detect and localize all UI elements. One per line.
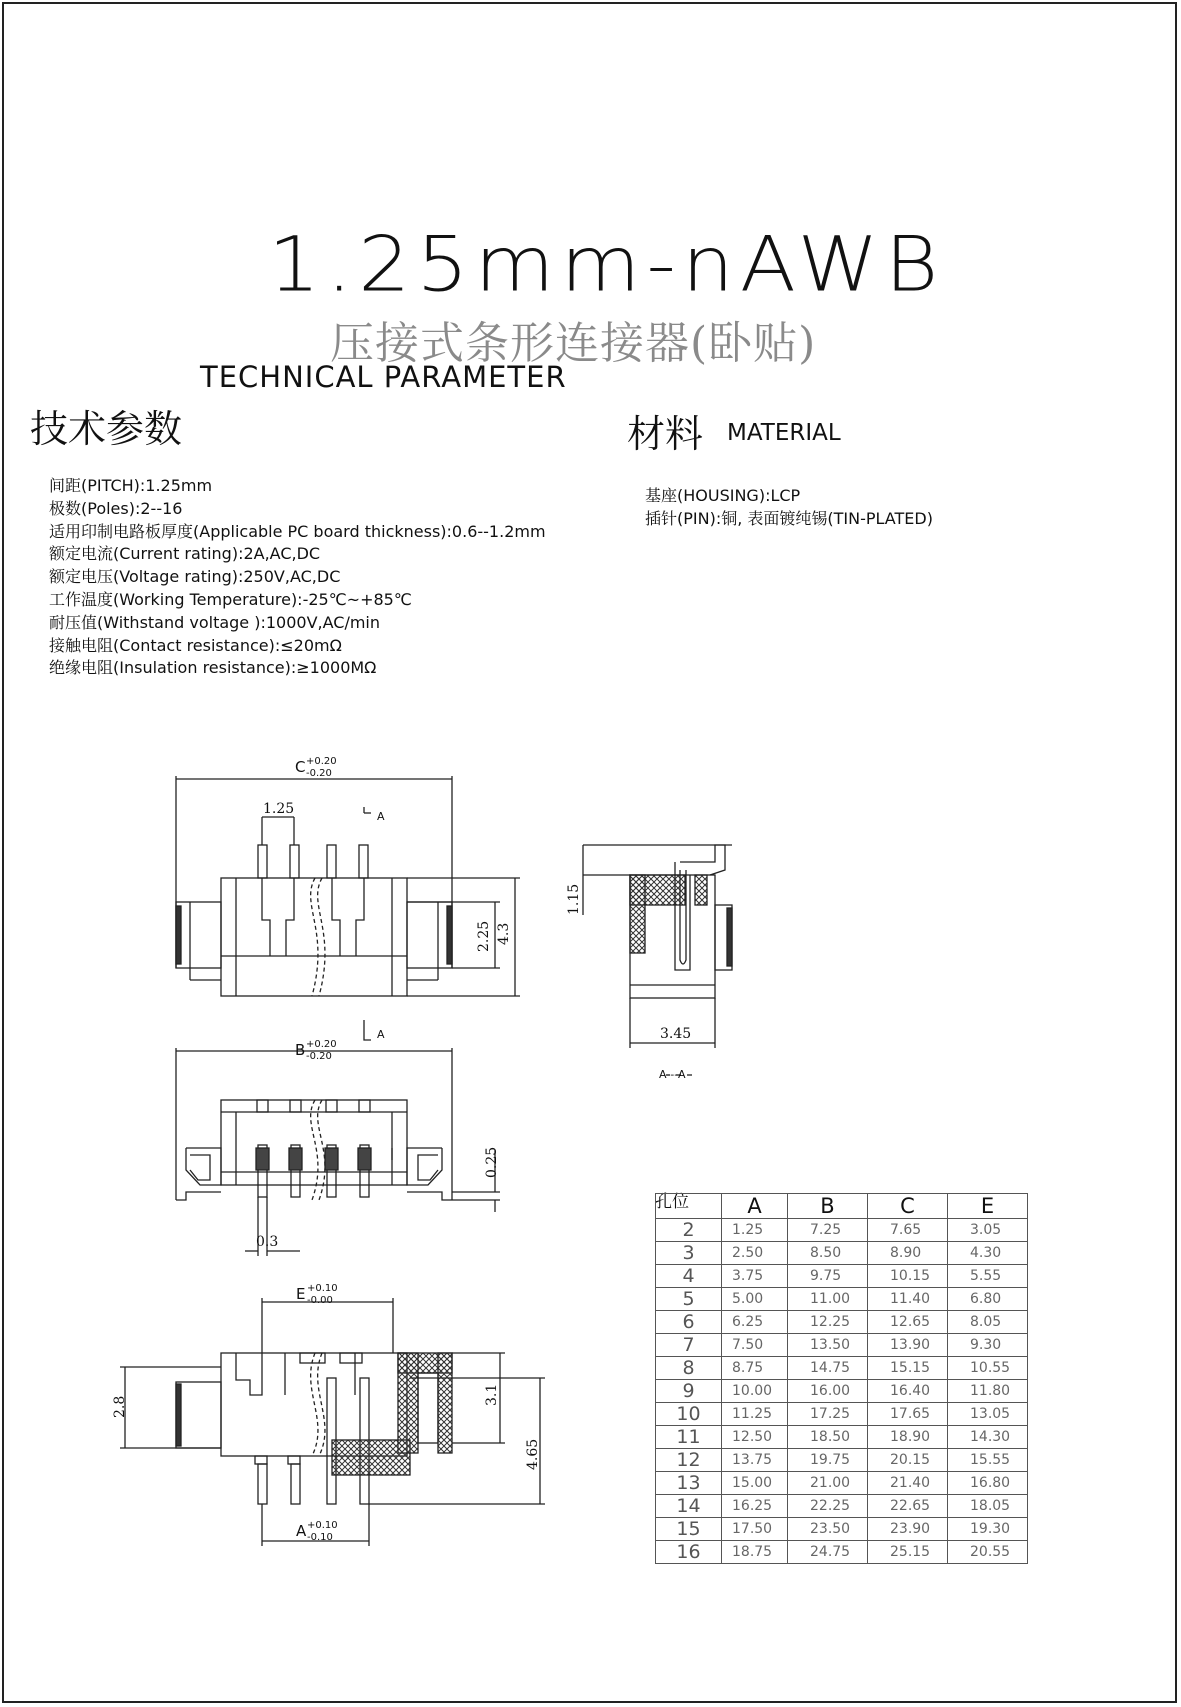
table-row	[656, 1334, 1028, 1357]
dimension-cell: 14.75	[788, 1357, 868, 1380]
dimension-cell: 5.55	[948, 1265, 1028, 1288]
section-view	[583, 845, 732, 1075]
table-row	[656, 1403, 1028, 1426]
section-mark-top: A	[377, 810, 385, 823]
dimension-cell: 7.25	[788, 1219, 868, 1242]
dimension-cell: 12.50	[722, 1426, 788, 1449]
dimension-cell: 6.80	[948, 1288, 1028, 1311]
dimension-cell: 17.50	[722, 1518, 788, 1541]
dimension-cell: 21.00	[788, 1472, 868, 1495]
dimension-cell: 13.75	[722, 1449, 788, 1472]
dimension-cell: 13.90	[868, 1334, 948, 1357]
dimension-cell: 12.25	[788, 1311, 868, 1334]
spec-poles: 极数(Poles):2--16	[49, 498, 183, 518]
front-view	[120, 1298, 545, 1546]
column-header-e: E	[948, 1194, 1028, 1219]
pin-count-cell: 16	[656, 1541, 722, 1564]
dimension-cell: 23.90	[868, 1518, 948, 1541]
table-row	[656, 1357, 1028, 1380]
dim-b-label: B	[295, 1041, 306, 1059]
dim-c-tol-minus: -0.20	[306, 768, 332, 779]
dimension-cell: 12.65	[868, 1311, 948, 1334]
dimension-table	[655, 1193, 1028, 1564]
spec-current: 额定电流(Current rating):2A,AC,DC	[49, 544, 321, 564]
dimension-cell: 13.50	[788, 1334, 868, 1357]
dim-b-tol-plus: +0.20	[306, 1039, 337, 1050]
material-heading-en: MATERIAL	[727, 420, 841, 446]
dimension-cell: 8.75	[722, 1357, 788, 1380]
dimension-cell: 11.40	[868, 1288, 948, 1311]
dim-b-tol-minus: -0.20	[306, 1051, 332, 1062]
dim-e-tol-minus: -0.00	[307, 1295, 333, 1306]
dimension-cell: 16.80	[948, 1472, 1028, 1495]
dimension-cell: 7.65	[868, 1219, 948, 1242]
table-body	[656, 1219, 1028, 1564]
table-row	[656, 1380, 1028, 1403]
pin-count-cell: 12	[656, 1449, 722, 1472]
dim-2-25-label: 2.25	[476, 920, 492, 952]
pin-count-cell: 6	[656, 1311, 722, 1334]
dimension-cell: 20.15	[868, 1449, 948, 1472]
table-row	[656, 1242, 1028, 1265]
spec-pitch: 间距(PITCH):1.25mm	[49, 476, 213, 495]
dimension-cell: 18.05	[948, 1495, 1028, 1518]
dimension-cell: 3.05	[948, 1219, 1028, 1242]
dimension-cell: 22.65	[868, 1495, 948, 1518]
dimension-cell: 2.50	[722, 1242, 788, 1265]
dimension-cell: 1.25	[722, 1219, 788, 1242]
table-row	[656, 1541, 1028, 1564]
dimension-cell: 7.50	[722, 1334, 788, 1357]
params-heading: 技术参数	[30, 407, 183, 451]
table-corner-label: 孔位	[655, 1192, 689, 1212]
dim-1-15-label: 1.15	[566, 883, 582, 915]
column-header-b: B	[788, 1194, 868, 1219]
pin-count-cell: 3	[656, 1242, 722, 1265]
dim-pitch-label: 1.25	[263, 801, 295, 817]
dimension-cell: 24.75	[788, 1541, 868, 1564]
dimension-cell: 20.55	[948, 1541, 1028, 1564]
spec-insulation: 绝缘电阻(Insulation resistance):≥1000MΩ	[49, 658, 377, 678]
spec-voltage: 额定电压(Voltage rating):250V,AC,DC	[49, 567, 341, 587]
table-row	[656, 1426, 1028, 1449]
material-pin: 插针(PIN):铜, 表面镀纯锡(TIN-PLATED)	[645, 508, 933, 528]
dimension-cell: 10.55	[948, 1357, 1028, 1380]
dimension-cell: 9.30	[948, 1334, 1028, 1357]
column-header-a: A	[722, 1194, 788, 1219]
dimension-cell: 13.05	[948, 1403, 1028, 1426]
pin-count-cell: 2	[656, 1219, 722, 1242]
table-row	[656, 1265, 1028, 1288]
dim-a-tol-minus: -0.10	[307, 1532, 333, 1543]
table-row	[656, 1311, 1028, 1334]
spec-temperature: 工作温度(Working Temperature):-25℃~+85℃	[49, 589, 412, 609]
spec-pcb-thickness: 适用印制电路板厚度(Applicable PC board thickness):0.6--1.2mm	[49, 521, 546, 541]
pin-count-cell: 13	[656, 1472, 722, 1495]
dim-2-8-label: 2.8	[112, 1395, 128, 1418]
top-view	[176, 776, 520, 1040]
dimension-cell: 10.15	[868, 1265, 948, 1288]
dim-c-label: C	[295, 758, 306, 776]
dimension-cell: 11.25	[722, 1403, 788, 1426]
technical-heading: TECHNICAL PARAMETER	[200, 360, 567, 394]
pin-count-cell: 5	[656, 1288, 722, 1311]
dimension-cell: 15.55	[948, 1449, 1028, 1472]
dim-4-65-label: 4.65	[525, 1438, 541, 1470]
pin-count-cell: 10	[656, 1403, 722, 1426]
dimension-cell: 4.30	[948, 1242, 1028, 1265]
pin-count-cell: 15	[656, 1518, 722, 1541]
dimension-cell: 18.50	[788, 1426, 868, 1449]
table-row	[656, 1449, 1028, 1472]
spec-withstand: 耐压值(Withstand voltage ):1000V,AC/min	[49, 612, 381, 632]
dim-e-label: E	[296, 1285, 306, 1303]
dimension-cell: 3.75	[722, 1265, 788, 1288]
dim-0-25-label: 0.25	[484, 1146, 500, 1178]
product-subtitle: 压接式条形连接器(卧贴)	[330, 318, 817, 369]
section-mark-bottom: A	[377, 1028, 385, 1041]
dimension-cell: 17.25	[788, 1403, 868, 1426]
dimension-cell: 25.15	[868, 1541, 948, 1564]
dimension-cell: 16.25	[722, 1495, 788, 1518]
dim-a-tol-plus: +0.10	[307, 1520, 338, 1531]
table-row	[656, 1472, 1028, 1495]
dim-3-1-label: 3.1	[484, 1383, 500, 1406]
dimension-cell: 16.40	[868, 1380, 948, 1403]
dim-e-tol-plus: +0.10	[307, 1283, 338, 1294]
section-a-a-label: A---A	[659, 1068, 686, 1081]
material-housing: 基座(HOUSING):LCP	[645, 486, 801, 505]
dimension-cell: 19.30	[948, 1518, 1028, 1541]
dim-a-label: A	[296, 1522, 307, 1540]
table-row	[656, 1219, 1028, 1242]
dimension-cell: 23.50	[788, 1518, 868, 1541]
dimension-cell: 8.90	[868, 1242, 948, 1265]
pin-count-cell: 4	[656, 1265, 722, 1288]
dimension-cell: 21.40	[868, 1472, 948, 1495]
pin-count-cell: 8	[656, 1357, 722, 1380]
dimension-cell: 10.00	[722, 1380, 788, 1403]
table-header-row	[656, 1194, 1028, 1219]
dimension-cell: 14.30	[948, 1426, 1028, 1449]
dimension-cell: 11.00	[788, 1288, 868, 1311]
material-heading-cn: 材料	[627, 412, 704, 456]
dimension-cell: 17.65	[868, 1403, 948, 1426]
bottom-view	[176, 1048, 500, 1256]
product-title: 1.25mm-nAWB	[268, 221, 945, 309]
dimension-cell: 11.80	[948, 1380, 1028, 1403]
pin-count-cell: 7	[656, 1334, 722, 1357]
dimension-cell: 6.25	[722, 1311, 788, 1334]
dim-c-tol-plus: +0.20	[306, 756, 337, 767]
dim-0-3-label: 0.3	[256, 1234, 279, 1250]
dimension-cell: 5.00	[722, 1288, 788, 1311]
dimension-cell: 16.00	[788, 1380, 868, 1403]
dimension-cell: 22.25	[788, 1495, 868, 1518]
pin-count-cell: 9	[656, 1380, 722, 1403]
dimension-cell: 15.15	[868, 1357, 948, 1380]
table-row	[656, 1495, 1028, 1518]
spec-contact-resistance: 接触电阻(Contact resistance):≤20mΩ	[49, 635, 342, 655]
table-row	[656, 1518, 1028, 1541]
dimension-cell: 18.90	[868, 1426, 948, 1449]
column-header-c: C	[868, 1194, 948, 1219]
dimension-cell: 19.75	[788, 1449, 868, 1472]
pin-count-cell: 14	[656, 1495, 722, 1518]
dimension-cell: 18.75	[722, 1541, 788, 1564]
dim-3-45-label: 3.45	[660, 1026, 692, 1042]
pin-count-cell: 11	[656, 1426, 722, 1449]
dimension-cell: 15.00	[722, 1472, 788, 1495]
table-corner-cell	[656, 1194, 722, 1219]
dimension-cell: 8.50	[788, 1242, 868, 1265]
table-row	[656, 1288, 1028, 1311]
dimension-cell: 8.05	[948, 1311, 1028, 1334]
dimension-cell: 9.75	[788, 1265, 868, 1288]
dim-4-3-label: 4.3	[496, 922, 512, 945]
